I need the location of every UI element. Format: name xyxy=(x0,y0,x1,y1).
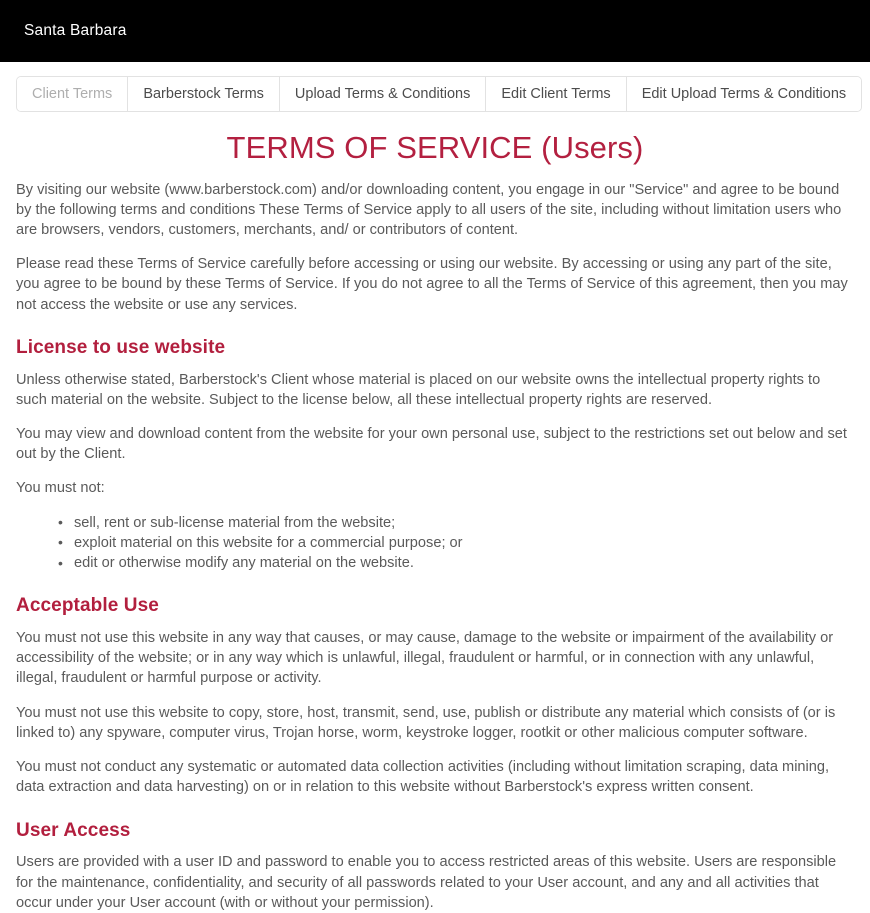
brand-title: Santa Barbara xyxy=(24,22,127,40)
section-paragraph: You must not: xyxy=(16,480,105,497)
restrictions-list xyxy=(16,513,854,574)
intro-paragraphs xyxy=(16,180,854,315)
tabbar-container xyxy=(0,62,870,112)
list-item: • exploit material on this website for a commercial purpose; or xyxy=(58,533,854,553)
intro-paragraph: By visiting our website (www.barberstock.com) and/or downloading content, you engage in our "Service" and agree to be bound by the following terms and conditions These Terms of Service apply to all users of the site, including without limitation users who are browsers, vendors, customers, merchants, and/ or contributors of content. xyxy=(16,181,842,239)
list-item: • sell, rent or sub-license material from the website; xyxy=(58,513,854,533)
site-header xyxy=(0,0,870,62)
section-paragraph: You must not use this website in any way that causes, or may cause, damage to the website or impairment of the availability or accessibility of the website; or in any way which is unlawful, illegal, fraudulent or harmful, or in connection with any unlawful, illegal, fraudulent or harmful purpose or activity. xyxy=(16,630,834,687)
section-paragraph: You must not use this website to copy, store, host, transmit, send, use, publish or distribute any material which consists of (or is linked to) any spyware, computer virus, Trojan horse, worm, keystroke logger, rootkit or other malicious computer software. xyxy=(16,704,836,741)
section-license-to-use-website xyxy=(16,337,854,573)
section-user-access xyxy=(16,820,854,913)
tab-edit-client-terms[interactable]: Edit Client Terms xyxy=(486,77,626,111)
section-heading: Acceptable Use xyxy=(16,595,159,617)
list-item: • edit or otherwise modify any material on the website. xyxy=(58,553,854,573)
section-heading: User Access xyxy=(16,819,131,841)
tab-upload-terms-conditions[interactable]: Upload Terms & Conditions xyxy=(280,77,486,111)
section-paragraph: Unless otherwise stated, Barberstock's Client whose material is placed on our website owns the intellectual property rights to such material on the website. Subject to the license below, all these intellectual property rights are reserved. xyxy=(16,371,821,408)
section-paragraph: You may view and download content from the website for your own personal use, subject to the restrictions set out below and set out by the Client. xyxy=(16,426,847,463)
section-paragraph: You must not conduct any systematic or automated data collection activities (including without limitation scraping, data mining, data extraction and data harvesting) on or in relation to this website without Barberstock's express written consent. xyxy=(16,759,830,796)
tab-group xyxy=(16,76,862,112)
section-heading: License to use website xyxy=(16,336,226,358)
section-acceptable-use xyxy=(16,595,854,797)
page-title: TERMS OF SERVICE (Users) xyxy=(226,130,644,165)
tab-client-terms: Client Terms xyxy=(17,77,128,111)
terms-document xyxy=(0,130,870,913)
tab-edit-upload-terms-conditions[interactable]: Edit Upload Terms & Conditions xyxy=(627,77,861,111)
tab-barberstock-terms[interactable]: Barberstock Terms xyxy=(128,77,280,111)
intro-paragraph: Please read these Terms of Service carefully before accessing or using our website. By accessing or using any part of the site, you agree to be bound by these Terms of Service. If you do not agree to all the Terms of Service of this agreement, then you may not access the website or use any services. xyxy=(16,256,848,313)
document-sections xyxy=(16,337,854,913)
section-paragraph: Users are provided with a user ID and password to enable you to access restricted areas of this website. Users are responsible for the maintenance, confidentiality, and security of all passwords related to your User account, and any and all activities that occur under your User account (with or without your permission). xyxy=(16,854,837,911)
